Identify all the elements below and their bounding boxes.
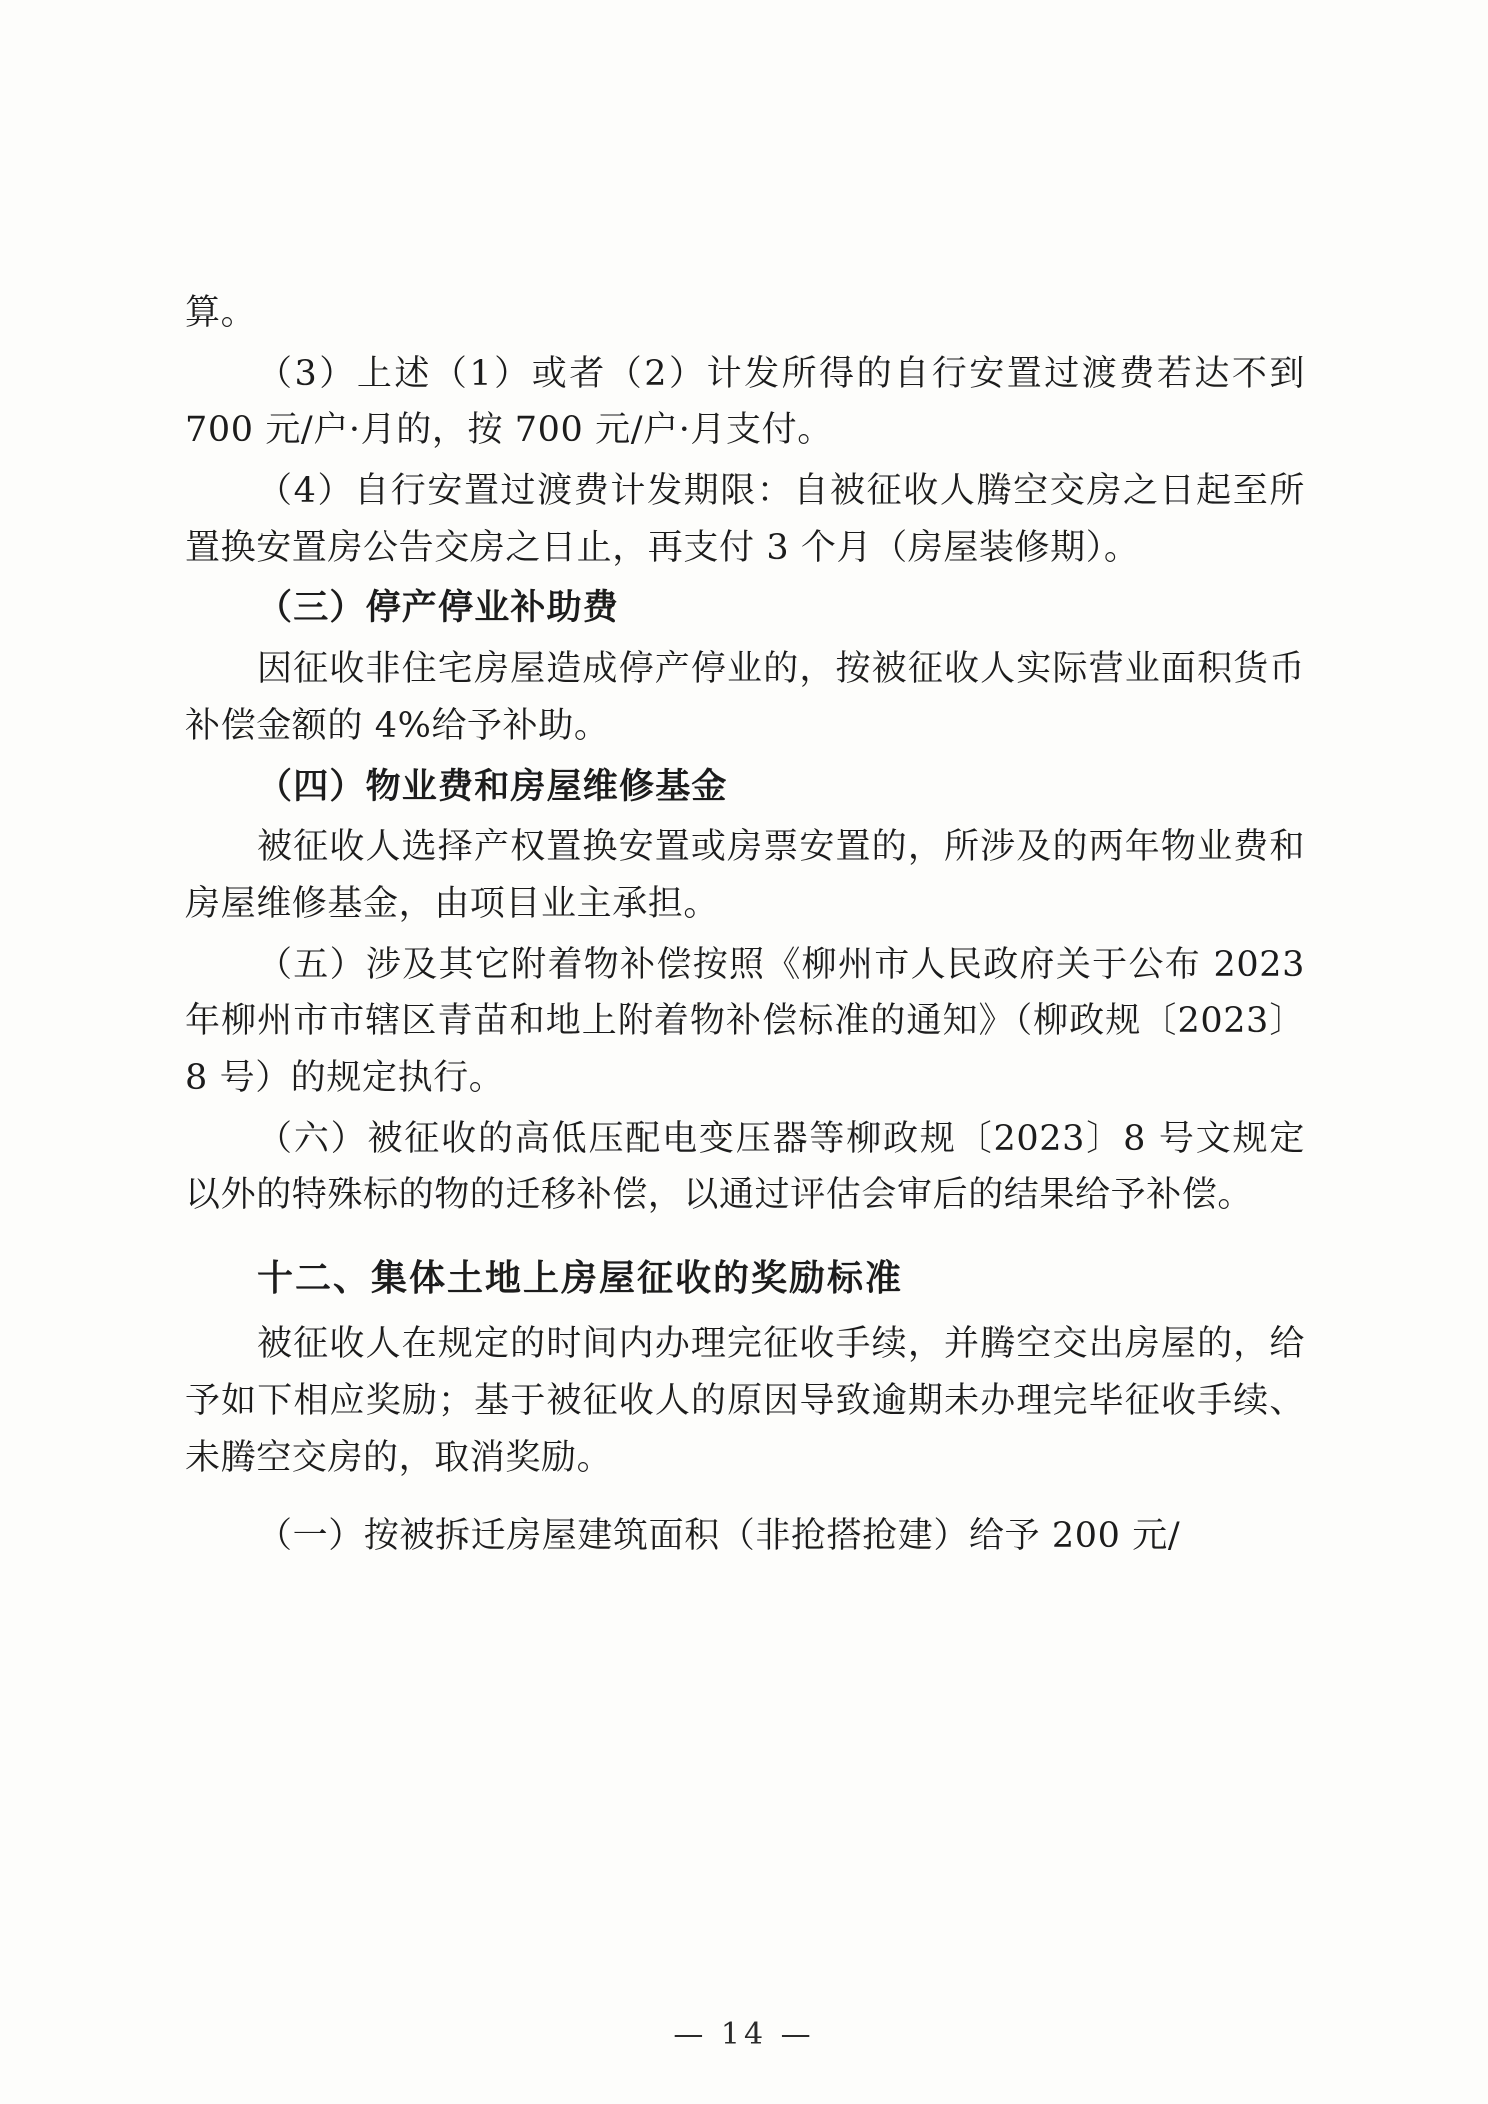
paragraph-article-twelve-body: 被征收人在规定的时间内办理完征收手续，并腾空交出房屋的，给予如下相应奖励；基于被征收人的原因导致逾期未办理完毕征收手续、未腾空交房的，取消奖励。 bbox=[185, 1324, 1305, 1478]
heading-section-three: （三）停产停业补助费 bbox=[257, 588, 620, 629]
heading-article-twelve: 十二、集体土地上房屋征收的奖励标准 bbox=[257, 1258, 904, 1299]
page-number: — 14 — bbox=[673, 2017, 815, 2052]
paragraph-item-4: （4）自行安置过渡费计发期限：自被征收人腾空交房之日起至所置换安置房公告交房之日止，再支付 3 个月（房屋装修期）。 bbox=[185, 471, 1305, 568]
paragraph-section-five: （五）涉及其它附着物补偿按照《柳州市人民政府关于公布 2023 年柳州市市辖区青苗和地上附着物补偿标准的通知》（柳政规〔2023〕8 号）的规定执行。 bbox=[185, 944, 1305, 1098]
page-footer bbox=[0, 2017, 1488, 2052]
paragraph-spacer bbox=[185, 1490, 1305, 1508]
paragraph-section-three-body: 因征收非住宅房屋造成停产停业的，按被征收人实际营业面积货币补偿金额的 4%给予补助。 bbox=[185, 649, 1305, 746]
heading-section-four: （四）物业费和房屋维修基金 bbox=[257, 766, 728, 807]
paragraph-section-four-body: 被征收人选择产权置换安置或房票安置的，所涉及的两年物业费和房屋维修基金，由项目业主承担。 bbox=[185, 827, 1305, 924]
document-body bbox=[185, 285, 1305, 1569]
paragraph-section-six: （六）被征收的高低压配电变压器等柳政规〔2023〕8 号文规定以外的特殊标的物的迁移补偿，以通过评估会审后的结果给予补偿。 bbox=[185, 1118, 1305, 1216]
paragraph-continued: 算。 bbox=[185, 293, 257, 333]
paragraph-item-3: （3）上述（1）或者（2）计发所得的自行安置过渡费若达不到 700 元/户·月的，按 700 元/户·月支付。 bbox=[185, 353, 1305, 451]
paragraph-article-twelve-item-one: （一）按被拆迁房屋建筑面积（非抢搭抢建）给予 200 元/ bbox=[257, 1516, 1181, 1557]
